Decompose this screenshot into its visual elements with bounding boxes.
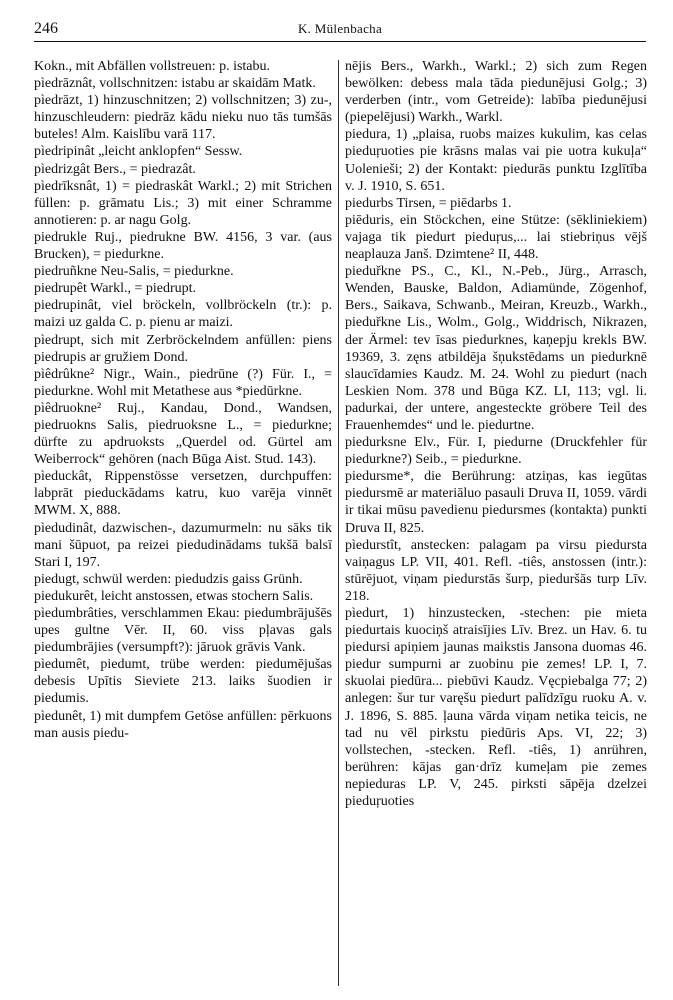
entry-piedurt: pìedurt, 1) hinzustecken, -stechen: pie mieta piedurtais kuociņš atraisījies Līv. Brez. un Hav. 6. tu piedursi apiņiem jaunas maikstis Jansona duomas 46. piedur sumpurni ar zuobinu pie zemes! LP. I, 7. skuolai piedūra... piebūvi Kaudz. Vęcpiebalga 77; 2) anlegen: šur tur varęšu piedurt palīdzīgu ruoku A. v. J. 1896, S. 885. ļauna vārda viņam netika teicis, ne tad nu vēl pirkstu piedūris Aps. VI, 22; 3) vollstechen, -stecken. Refl. -tiês, 1) anrühren, berühren: kājas gan·drīz kumeļam pie zemes nepieduras LP. V, 245. pirksti sāpēja dzelzei pieduŗuoties [345, 606, 647, 810]
entry-piedugt: piedugt, schwül werden: piedudzis gaiss Grünh. [34, 571, 303, 587]
header-rule [34, 41, 646, 42]
entry-piedrukle: piedrukle Ruj., piedrukne BW. 4156, 3 var. (aus Brucken), = piedurkne. [34, 229, 332, 263]
entry-piedrupet: piedrupêt Warkl., = piedrupt. [34, 281, 197, 297]
entry-piedunet: pìedunêt, 1) mit dumpfem Getöse anfüllen: pērkuons man ausis piedu- [34, 708, 332, 741]
page-number: 246 [34, 20, 58, 37]
right-column [345, 58, 647, 992]
entry-piedrazt: pìedrāzt, 1) hinzuschnitzen; 2) vollschnitzen; 3) zu-, hinzuschleudern: piedrāz kādu nieku nuo tās tumšās buteles! Alm. Kaislību varā 117. [34, 93, 332, 143]
left-column [34, 58, 332, 992]
entry-piedunet-continued: nējis Bers., Warkh., Warkl.; 2) sich zum Regen bewölken: debess mala tāda piedunējusi Golg.; 3) verderben (intr., vom Getreide): labība piedunējusi (piepelējusi) Warkh., Warkl. [345, 59, 647, 126]
entry-piedrupinat: piedrupinât, viel bröckeln, vollbröckeln (tr.): p. maizi uz galda C. p. pienu ar maizi. [34, 298, 332, 331]
entry-piedruokne: pìêdruokne² Ruj., Kandau, Dond., Wandsen, piedruokns Salis, piedruoksne L., = piedurkne; dürfte zu apdruoksts „Querdel od. Gürtel am Weiberrock“ gehören (nach Būga Aist. Stud. 143). [34, 400, 332, 468]
entry-piedrizgat: pìedrizgât Bers., = piedrazât. [34, 161, 196, 177]
entry-pieduris: piēduris, ein Stöckchen, eine Stütze: (sēkliniekiem) vajaga tik piedurt pieduŗus,... lai stiebriņus vējš neaplauza Janš. Dzimtene² II, 448. [345, 212, 647, 263]
entry-piedrupt: pìedrupt, sich mit Zerbröckelndem anfüllen: piens piedrupis ar gružiem Dond. [34, 332, 332, 365]
entry-piedraznat: pìedrāznât, vollschnitzen: istabu ar skaidām Matk. [34, 76, 316, 92]
column-divider [338, 60, 339, 986]
entry-piedudinat: pìedudinât, dazwischen-, dazumurmeln: nu sāks tik mani šūpuot, pa reizei piedudinādams tukšā balsī Stari I, 197. [34, 520, 332, 570]
entry-piedurksne: piedurksne Elv., Für. I, piedurne (Druckfehler für piedurkne?) Seib., = piedurkne. [345, 435, 647, 468]
entry-piedurkne: pieduřkne PS., C., Kl., N.-Peb., Jürg., Arrasch, Wenden, Bauske, Baldon, Adiamünde, Zögenhof, Bers., Saikava, Schwanb., Meiran, Kreuzb., Warkh., pieduřkne Lis., Wolm., Golg., Widdrisch, Nikrazen, der Ärmel: tev īsas piedurknes, kaņepju krekls BW. 19369, 3. zęns atbildēja šņukstēdams un piedurknē slaucīdamies Kaudz. M. 24. Wohl zu piedurt (nach Leskien Nom. 378 und Būga KZ. LI, 113; vgl. li. padurkai, der untere, angesteckte gröbere Teil des Frauenhemdes“ und le. piedurtne. [345, 264, 647, 433]
entry-piedukuret: piedukurêt, leicht anstossen, etwas stochern Salis. [34, 588, 314, 604]
page-header [34, 20, 646, 42]
entry-piedumbraties: pìedumbrâties, verschlammen Ekau: piedumbrājušēs upes gultne Vēr. II, 60. viss pļavas gals piedumbrājies (versumpft?): jāruok grāvis Vank. [34, 606, 332, 656]
entry-piedurstit: pìedurstît, anstecken: palagam pa virsu piedursta vaiņagus LP. VII, 401. Refl. -tiês, anstossen (intr.): stūrējuot, viņam piedurstās šurp, pieduršās turp Līv. 218. [345, 537, 647, 604]
entry-piedursme: piedursme*, die Berührung: atziņas, kas iegūtas piedursmē ar materiāluo pasauli Druva II, 1059. vārdi ir tikai mūsu pavedienu piedursmes (kontakta) punkti Druva II, 825. [345, 469, 647, 536]
entry-piedriksnat: pìedrīksnât, 1) = piedraskât Warkl.; 2) mit Strichen füllen: p. grāmatu Lis.; 3) mit einer Schramme annotieren: p. ar nagu Golg. [34, 178, 332, 228]
running-title: K. Mülenbacha [297, 21, 383, 36]
entry-piedripinat: pìedripinât „leicht anklopfen“ Sessw. [34, 144, 243, 160]
entry-piedrunkne: piedruñkne Neu-Salis, = piedurkne. [34, 264, 234, 280]
entry-piedumet: pìedumêt, piedumt, trübe werden: piedumējušas debesis Upītis Sieviete 213. laiks šuodien ir piedumis. [34, 657, 332, 707]
entry-piedurbs: piedurbs Tirsen, = piēdarbs 1. [345, 195, 512, 211]
entry-piedura: piedura, 1) „plaisa, ruobs maizes kukulim, kas celas pieduŗuoties pie krāsns malas vai pie uotra kukuļa“ Uolenieši; 2) der Kontakt: piedurās punktu Izglītība v. J. 1910, S. 651. [345, 127, 647, 194]
entry-continuation: Kokn., mit Abfällen vollstreuen: p. istabu. [34, 59, 271, 74]
entry-piedrukne: pìêdrûkne² Nigr., Wain., piedrūne (?) Für. I., = piedurkne. Wohl mit Metathese aus *piedūrkne. [34, 366, 332, 399]
entry-pieduckat: pìeduckât, Rippenstösse versetzen, durchpuffen: labprāt pieduckādams katru, kuo varēja vinnēt MWM. X, 888. [34, 469, 332, 519]
